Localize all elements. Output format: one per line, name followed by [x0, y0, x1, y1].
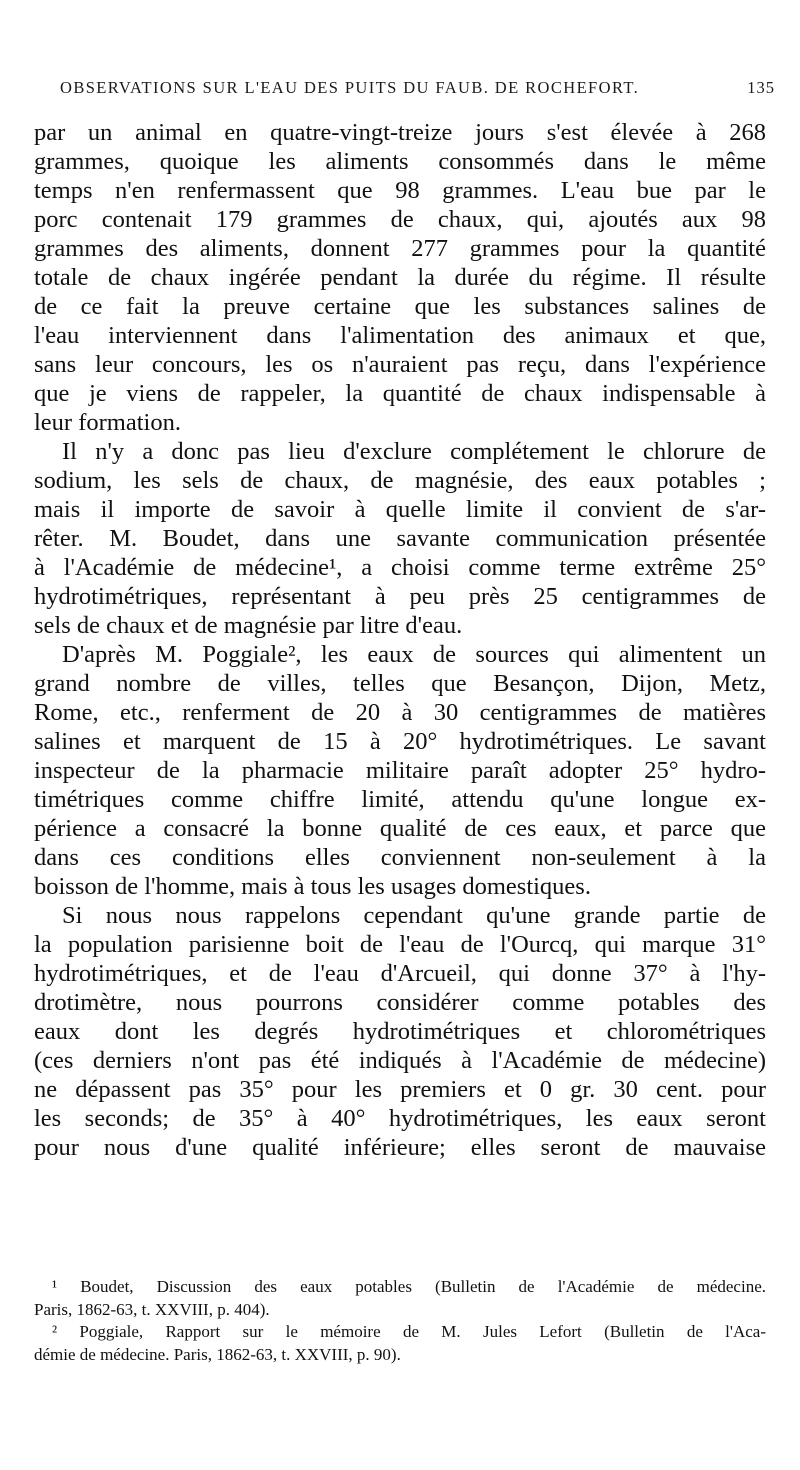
page-number: 135 [747, 78, 775, 97]
text-line: la population parisienne boit de l'eau de l'Ourcq, qui marque 31° [34, 931, 766, 958]
text-line: ne dépassent pas 35° pour les premiers et 0 gr. 30 cent. pour [34, 1076, 766, 1103]
text-line: Il n'y a donc pas lieu d'exclure complétement le chlorure de [62, 438, 766, 465]
footnote-line: Paris, 1862-63, t. XXVIII, p. 404). [34, 1299, 270, 1319]
text-line: de ce fait la preuve certaine que les substances salines de [34, 293, 766, 320]
text-line: drotimètre, nous pourrons considérer comme potables des [34, 989, 766, 1016]
text-line: eaux dont les degrés hydrotimétriques et chlorométriques [34, 1018, 766, 1045]
footnote-line: ² Poggiale, Rapport sur le mémoire de M. Jules Lefort (Bulletin de l'Aca- [52, 1322, 766, 1341]
footnote-line: ¹ Boudet, Discussion des eaux potables (Bulletin de l'Académie de médecine. [52, 1277, 766, 1296]
running-header [60, 78, 775, 98]
text-line: grand nombre de villes, telles que Besançon, Dijon, Metz, [34, 670, 766, 697]
text-line: que je viens de rappeler, la quantité de chaux indispensable à [34, 380, 766, 407]
text-line: périence a consacré la bonne qualité de ces eaux, et parce que [34, 815, 766, 842]
text-line: à l'Académie de médecine¹, a choisi comme terme extrême 25° [34, 554, 766, 581]
text-line: (ces derniers n'ont pas été indiqués à l'Académie de médecine) [34, 1047, 766, 1074]
text-line: Rome, etc., renferment de 20 à 30 centigrammes de matières [34, 699, 766, 726]
running-title: OBSERVATIONS SUR L'EAU DES PUITS DU FAUB. DE ROCHEFORT. [60, 78, 640, 97]
text-line: Si nous nous rappelons cependant qu'une grande partie de [62, 902, 766, 929]
footnotes [34, 1276, 766, 1366]
text-line: totale de chaux ingérée pendant la durée du régime. Il résulte [34, 264, 766, 291]
text-line: sodium, les sels de chaux, de magnésie, des eaux potables ; [34, 467, 766, 494]
body-text [34, 118, 766, 1162]
text-line: hydrotimétriques, et de l'eau d'Arcueil, qui donne 37° à l'hy- [34, 960, 766, 987]
text-line: dans ces conditions elles conviennent non-seulement à la [34, 844, 766, 871]
text-line: porc contenait 179 grammes de chaux, qui, ajoutés aux 98 [34, 206, 766, 233]
text-line: l'eau interviennent dans l'alimentation des animaux et que, [34, 322, 766, 349]
text-line: inspecteur de la pharmacie militaire paraît adopter 25° hydro- [34, 757, 766, 784]
text-line: par un animal en quatre-vingt-treize jours s'est élevée à 268 [34, 119, 766, 146]
text-line: leur formation. [34, 409, 181, 436]
text-line: salines et marquent de 15 à 20° hydrotimétriques. Le savant [34, 728, 766, 755]
text-line: grammes, quoique les aliments consommés dans le même [34, 148, 766, 175]
text-line: timétriques comme chiffre limité, attendu qu'une longue ex- [34, 786, 766, 813]
text-line: hydrotimétriques, représentant à peu près 25 centigrammes de [34, 583, 766, 610]
text-line: mais il importe de savoir à quelle limite il convient de s'ar- [34, 496, 766, 523]
footnote-line: démie de médecine. Paris, 1862-63, t. XXVIII, p. 90). [34, 1344, 401, 1364]
text-line: D'après M. Poggiale², les eaux de sources qui alimentent un [62, 641, 766, 668]
text-line: temps n'en renfermassent que 98 grammes. L'eau bue par le [34, 177, 766, 204]
text-line: rêter. M. Boudet, dans une savante communication présentée [34, 525, 766, 552]
text-line: sels de chaux et de magnésie par litre d'eau. [34, 612, 463, 639]
text-line: pour nous d'une qualité inférieure; elles seront de mauvaise [34, 1134, 766, 1161]
text-line: boisson de l'homme, mais à tous les usages domestiques. [34, 873, 591, 900]
text-line: les seconds; de 35° à 40° hydrotimétriques, les eaux seront [34, 1105, 766, 1132]
text-line: grammes des aliments, donnent 277 grammes pour la quantité [34, 235, 766, 262]
text-line: sans leur concours, les os n'auraient pas reçu, dans l'expérience [34, 351, 766, 378]
